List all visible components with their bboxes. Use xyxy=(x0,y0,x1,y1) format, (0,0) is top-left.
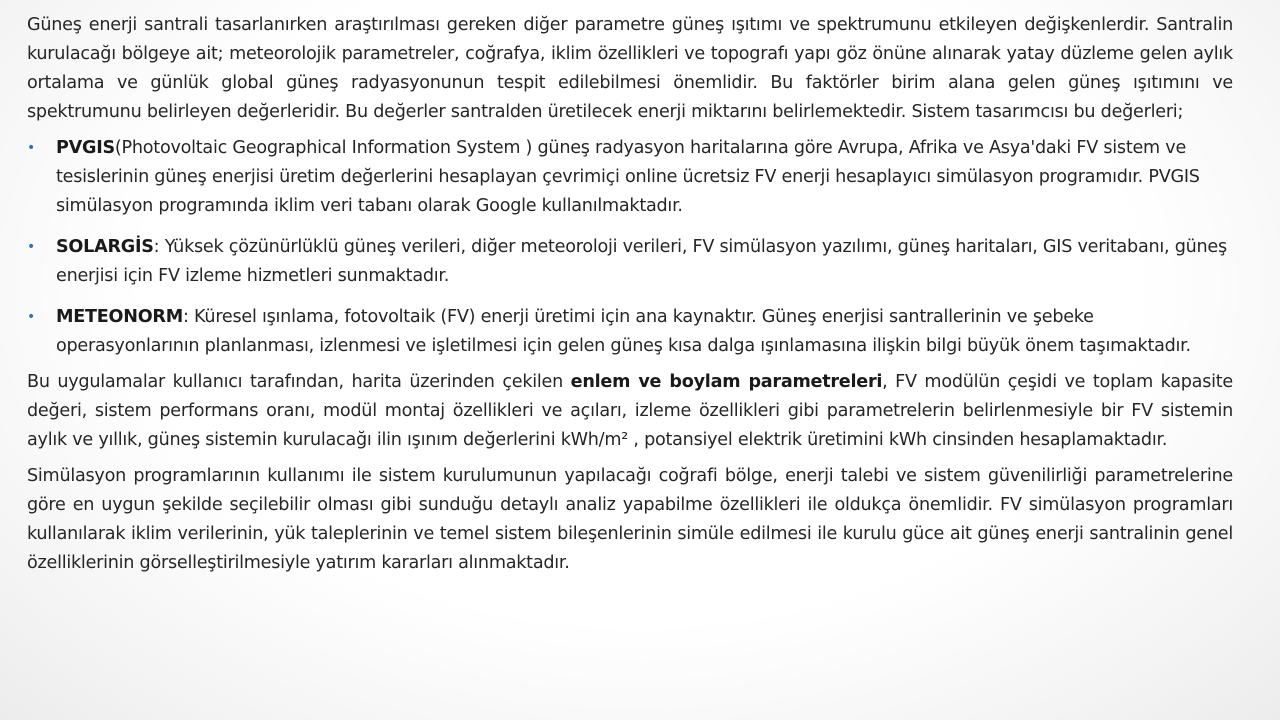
bullet-icon: • xyxy=(27,309,36,325)
list-item-solargis xyxy=(27,233,1233,291)
tool-list xyxy=(27,134,1233,361)
description-meteonorm: : Küresel ışınlama, fotovoltaik (FV) enerji üretimi için ana kaynaktır. Güneş enerjisi santrallerinin ve şebeke operasyonlarının planlanması, izlenmesi ve işletilmesi için gelen güneş kısa dalga ışınlamasına ilişkin bilgi büyük önem taşımaktadır. xyxy=(56,307,1191,356)
applications-paragraph xyxy=(27,368,1233,455)
simulation-paragraph: Simülasyon programlarının kullanımı ile sistem kurulumunun yapılacağı coğrafi bölge, enerji talebi ve sistem güvenilirliği parametrelerine göre en uygun şekilde seçilebilir olması gibi sunduğu detaylı analiz yapabilme özellikleri ile oldukça önemlidir. FV simülasyon programları kullanılarak iklim verilerinin, yük taleplerinin ve temel sistem bileşenlerinin simüle edilmesi ile kurulu güce ait güneş enerji santralinin genel özelliklerinin görselleştirilmesiyle yatırım kararları alınmaktadır. xyxy=(27,466,1233,573)
applications-text-start: Bu uygulamalar kullanıcı tarafından, harita üzerinden çekilen xyxy=(27,372,571,392)
applications-text-end: , FV modülün çeşidi ve toplam kapasite değeri, sistem performans oranı, modül montaj özellikleri ve açıları, izleme özellikleri gibi parametrelerin belirlenmesiyle bir FV sistemin aylık ve yıllık, güneş sistemin kurulacağı ilin ışınım değerlerini kWh/m² , potansiyel elektrik üretimini kWh cinsinden hesaplamaktadır. xyxy=(27,372,1233,450)
description-solargis: : Yüksek çözünürlüklü güneş verileri, diğer meteoroloji verileri, FV simülasyon yazılımı, güneş haritaları, GIS veritabanı, güneş enerjisi için FV izleme hizmetleri sunmaktadır. xyxy=(56,237,1227,286)
bullet-icon: • xyxy=(27,239,36,255)
bullet-icon: • xyxy=(27,140,36,156)
intro-paragraph: Güneş enerji santrali tasarlanırken araştırılması gereken diğer parametre güneş ışıtımı ve spektrumunu etkileyen değişkenlerdir. Santralin kurulacağı bölgeye ait; meteorolojik parametreler, coğrafya, iklim özellikleri ve topografı yapı göz önüne alınarak yatay düzleme gelen aylık ortalama ve günlük global güneş radyasyonunun tespit edilebilmesi önemlidir. Bu faktörler birim alana gelen güneş ışıtımını ve spektrumunu belirleyen değerleridir. Bu değerler santralden üretilecek enerji miktarını belirlemektedir. Sistem tasarımcısı bu değerleri; xyxy=(27,15,1233,122)
term-meteonorm: METEONORM xyxy=(56,307,183,327)
description-pvgis: (Photovoltaic Geographical Information System ) güneş radyasyon haritalarına göre Avrupa, Afrika ve Asya'daki FV sistem ve tesislerinin güneş enerjisi üretim değerlerini hesaplayan çevrimiçi online ücretsiz FV enerji hesaplayıcı simülasyon programıdır. PVGIS simülasyon programında iklim veri tabanı olarak Google kullanılmaktadır. xyxy=(56,138,1200,216)
term-solargis: SOLARGİS xyxy=(56,237,154,257)
list-item-pvgis xyxy=(27,134,1233,221)
applications-bold-text: enlem ve boylam parametreleri xyxy=(570,372,883,392)
list-item-meteonorm xyxy=(27,303,1233,361)
term-pvgis: PVGIS xyxy=(56,138,115,158)
